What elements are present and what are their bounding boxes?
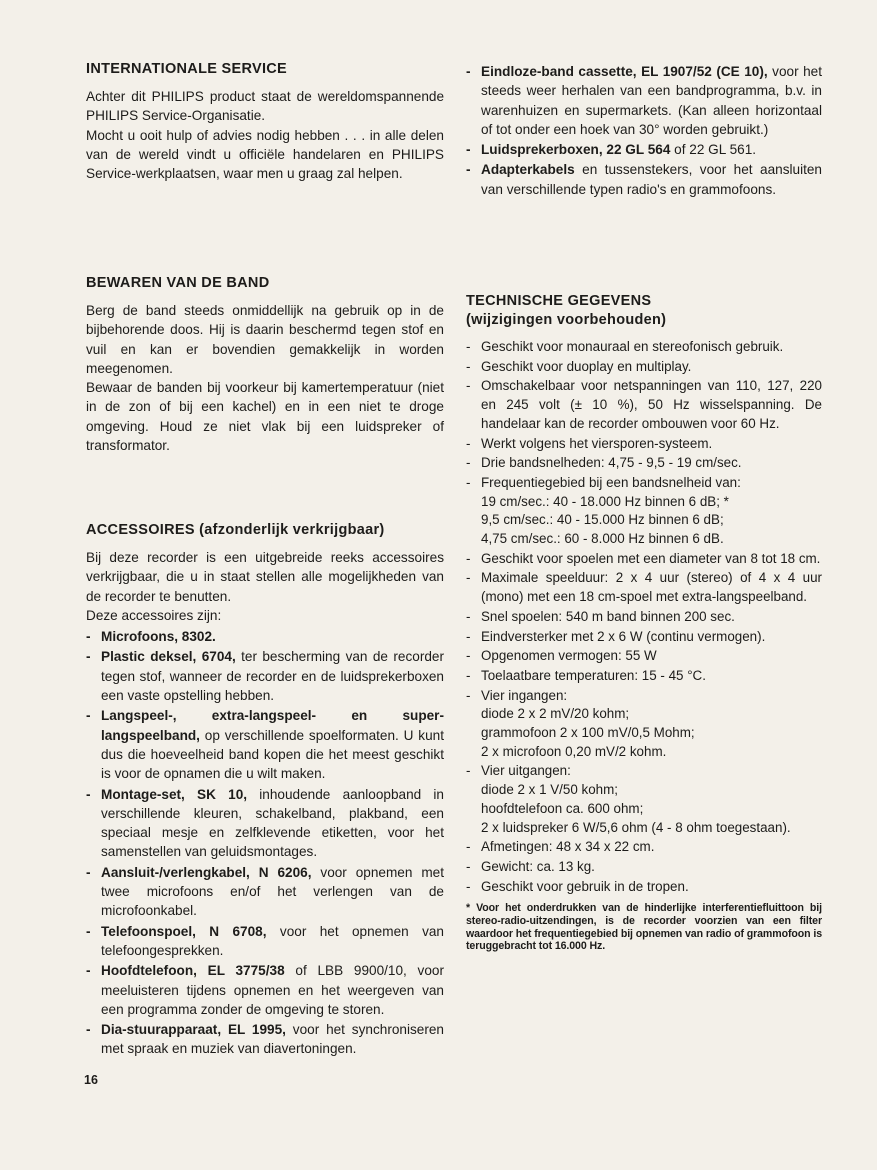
list-item	[86, 706, 444, 783]
paragraph: Bewaar de banden bij voorkeur bij kamertemperatuur (niet in de zon of bij een kachel) en in een niet te droge omgeving. Houd ze niet vlak bij een luidspreker of transformator.	[86, 380, 444, 454]
item-text: voor opnemen met twee microfoons en/of het verlengen van de microfoonkabel.	[101, 864, 444, 919]
item-name: Aansluit-/verlengkabel, N 6206,	[101, 864, 312, 880]
spec-item	[466, 647, 822, 666]
section-technische-gegevens	[466, 292, 822, 953]
item-text: en tussenstekers, voor het aansluiten van verschillende typen radio's en grammofoons.	[481, 162, 822, 197]
spec-line: - Snel spoelen: 540 m band binnen 200 sec.	[481, 608, 735, 624]
section-bewaren-van-de-band	[86, 274, 444, 455]
list-item	[86, 863, 444, 921]
item-name: Luidsprekerboxen, 22 GL 564	[481, 142, 671, 158]
spec-line: - Geschikt voor duoplay en multiplay.	[481, 358, 692, 374]
section-international-service	[86, 60, 444, 183]
spec-item	[466, 338, 822, 357]
spec-item	[466, 687, 822, 762]
item-text: voor het synchroniseren met spraak en muziek van diavertoningen.	[101, 1022, 444, 1057]
list-item	[86, 647, 444, 705]
spec-line: - Afmetingen: 48 x 34 x 22 cm.	[481, 839, 655, 855]
section-title: ACCESSOIRES (afzonderlijk verkrijgbaar)	[86, 522, 385, 538]
spec-line: - Frequentiegebied bij een bandsnelheid van:	[481, 474, 741, 490]
spec-line: - Opgenomen vermogen: 55 W	[481, 648, 657, 664]
spec-line: - Eindversterker met 2 x 6 W (continu vermogen).	[481, 628, 766, 644]
spec-line: - Werkt volgens het viersporen-systeem.	[481, 435, 713, 451]
spec-item	[466, 358, 822, 377]
list-item	[86, 785, 444, 862]
item-text: voor het opnemen van telefoongesprekken.	[101, 923, 444, 958]
spec-line: - Omschakelbaar voor netspanningen van 110, 127, 220 en 245 volt (± 10 %), 50 Hz wisselspanning. De handelaar kan de recorder ombouwen voor 60 Hz.	[481, 378, 822, 431]
footnote: * Voor het onderdrukken van de hinderlijke interferentiefluittoon bij stereo-radio-uitzendingen, is de recorder voorzien van een filter waardoor het frequentiegebied bij opnemen van radio of grammofoon is teruggebracht tot 16.000 Hz.	[466, 902, 822, 953]
item-name: Montage-set, SK 10,	[101, 786, 248, 802]
paragraph: Mocht u ooit hulp of advies nodig hebben . . . in alle delen van de wereld vindt u officiële handelaren en PHILIPS Service-werkplaatsen, waar men u graag zal helpen.	[86, 127, 444, 182]
spec-line: - Toelaatbare temperaturen: 15 - 45 °C.	[481, 667, 706, 683]
section-title: TECHNISCHE GEGEVENS	[466, 293, 652, 309]
item-name: Plastic deksel, 6704,	[101, 649, 236, 665]
list-item	[466, 140, 822, 159]
spec-item	[466, 435, 822, 454]
section-title: BEWAREN VAN DE BAND	[86, 275, 270, 291]
item-name: Adapterkabels	[481, 162, 575, 178]
section-accessoires-continued	[466, 62, 822, 200]
spec-line: - Geschikt voor monauraal en stereofonisch gebruik.	[481, 339, 784, 354]
item-text: op verschillende spoelformaten. U kunt dus die hoeveelheid band kopen die het meest geschikt is voor de opnamen die u wilt maken.	[101, 727, 444, 782]
list-item	[86, 922, 444, 961]
item-text: ter bescherming van de recorder tegen stof, wanneer de recorder en de luidsprekerboxen een vaste opstelling hebben.	[101, 649, 444, 704]
paragraph: Bij deze recorder is een uitgebreide reeks accessoires verkrijgbaar, die u in staat stellen alle mogelijkheden van de recorder te benutten.	[86, 550, 444, 604]
spec-line: - Drie bandsnelheden: 4,75 - 9,5 - 19 cm/sec.	[481, 455, 742, 471]
spec-item	[466, 838, 822, 857]
accessory-list-continued	[466, 62, 822, 199]
spec-line: 9,5 cm/sec.: 40 - 15.000 Hz binnen 6 dB;	[481, 512, 724, 528]
list-item	[466, 160, 822, 199]
spec-line: 4,75 cm/sec.: 60 - 8.000 Hz binnen 6 dB.	[481, 531, 724, 547]
spec-line: grammofoon 2 x 100 mV/0,5 Mohm;	[481, 725, 695, 741]
spec-line: - Gewicht: ca. 13 kg.	[481, 858, 595, 874]
spec-item	[466, 628, 822, 647]
list-item	[86, 1020, 444, 1059]
spec-line: diode 2 x 2 mV/20 kohm;	[481, 706, 630, 722]
spec-item	[466, 550, 822, 569]
spec-item	[466, 878, 822, 897]
spec-line: hoofdtelefoon ca. 600 ohm;	[481, 800, 644, 816]
spec-item	[466, 569, 822, 606]
spec-line: diode 2 x 1 V/50 kohm;	[481, 782, 618, 798]
list-item	[86, 961, 444, 1019]
spec-item	[466, 454, 822, 473]
paragraph: Achter dit PHILIPS product staat de wereldomspannende PHILIPS Service-Organisatie.	[86, 89, 444, 124]
item-name: Hoofdtelefoon, EL 3775/38	[101, 963, 285, 979]
section-title: INTERNATIONALE SERVICE	[86, 61, 288, 77]
spec-item	[466, 667, 822, 686]
spec-line: 2 x microfoon 0,20 mV/2 kohm.	[481, 743, 667, 759]
spec-line: - Geschikt voor spoelen met een diameter van 8 tot 18 cm.	[481, 550, 821, 566]
spec-line: - Maximale speelduur: 2 x 4 uur (stereo) of 4 x 4 uur (mono) met een 18 cm-spoel met extra-langspeelband.	[481, 570, 822, 605]
spec-line: - Vier ingangen:	[481, 687, 568, 703]
spec-item	[466, 608, 822, 627]
list-item	[86, 627, 444, 646]
section-subtitle: (wijzigingen voorbehouden)	[466, 312, 667, 328]
item-name: Langspeel-, extra-langspeel- en super-langspeelband,	[101, 708, 444, 743]
spec-item	[466, 377, 822, 433]
item-text: voor het steeds weer herhalen van een bandprogramma, b.v. in warenhuizen en supermarkets. (Kan alleen horizontaal of tot onder een hoek van 30° worden gebruikt.)	[481, 64, 822, 137]
item-text: inhoudende aanloopband in verschillende kleuren, schakelband, plakband, een speciaal mesje en zelfklevende etiketten, voor het samenstellen van geluidsmontages.	[101, 786, 444, 860]
spec-line: 2 x luidspreker 6 W/5,6 ohm (4 - 8 ohm toegestaan).	[481, 819, 791, 835]
spec-line: 19 cm/sec.: 40 - 18.000 Hz binnen 6 dB; *	[481, 493, 729, 509]
list-item	[466, 62, 822, 139]
spec-list	[466, 338, 822, 896]
spec-item	[466, 858, 822, 877]
item-name: Telefoonspoel, N 6708,	[101, 923, 267, 939]
paragraph: Deze accessoires zijn:	[86, 607, 222, 623]
spec-line: - Vier uitgangen:	[481, 763, 571, 779]
spec-item	[466, 474, 822, 549]
item-text: of 22 GL 561.	[670, 142, 757, 158]
item-name: Eindloze-band cassette, EL 1907/52 (CE 10),	[481, 64, 768, 79]
spec-line: - Geschikt voor gebruik in de tropen.	[481, 878, 689, 894]
item-name: Dia-stuurapparaat, EL 1995,	[101, 1022, 286, 1038]
item-name: Microfoons, 8302.	[101, 629, 216, 645]
spec-item	[466, 762, 822, 837]
accessory-list	[86, 627, 444, 1059]
item-text: of LBB 9900/10, voor meeluisteren tijdens opnemen en het weergeven van een programma zonder de omgeving te storen.	[101, 963, 444, 1017]
section-accessoires	[86, 521, 444, 1060]
page-number: 16	[84, 1073, 98, 1087]
paragraph: Berg de band steeds onmiddellijk na gebruik op in de bijbehorende doos. Hij is daarin beschermd tegen stof en vuil en kan er bovendien gemakkelijk in worden meegenomen.	[86, 303, 444, 376]
